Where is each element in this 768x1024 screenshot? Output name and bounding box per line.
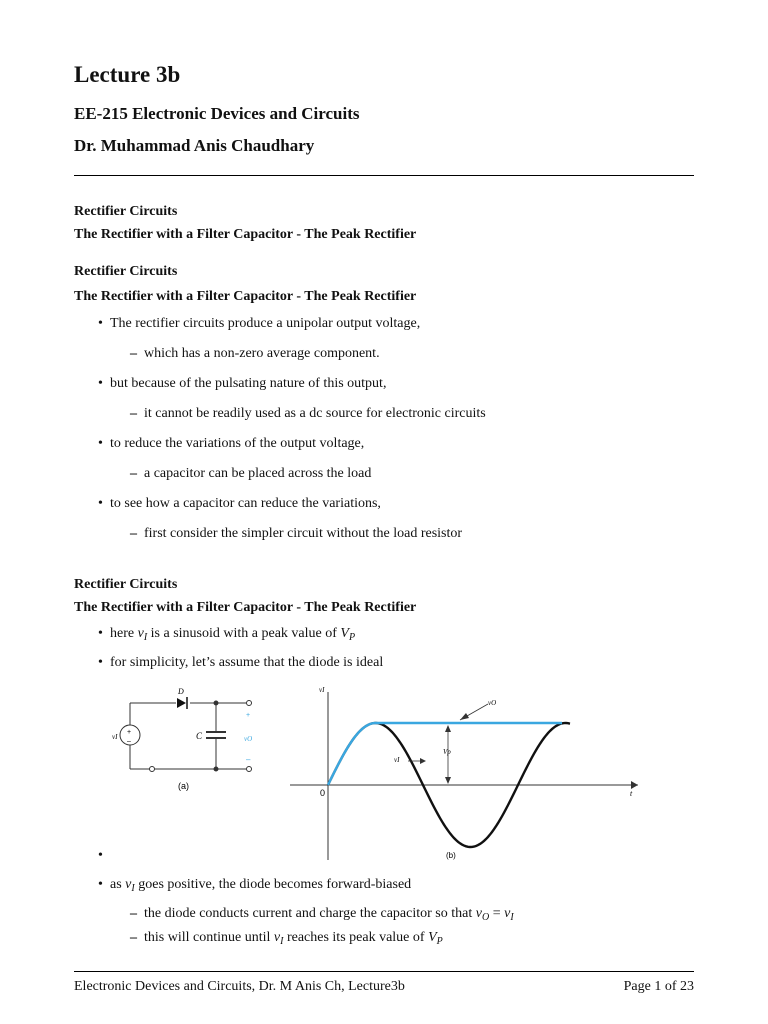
peak-rectifier-figure — [100, 682, 660, 862]
output-plus: + — [246, 712, 251, 719]
bullet-item: • to reduce the variations of the output voltage, — [98, 436, 365, 451]
author-name: Dr. Muhammad Anis Chaudhary — [74, 136, 315, 155]
bullet-item: • here $v_I$ is a sinusoid with a peak value of $V_P$ — [98, 626, 356, 643]
diode-label: D — [178, 687, 184, 696]
y-axis-label: vI — [319, 686, 325, 694]
section-3-subheading: The Rectifier with a Filter Capacitor - The Peak Rectifier — [74, 600, 417, 615]
diode-symbol — [177, 697, 187, 709]
section-1-heading: Rectifier Circuits — [74, 204, 178, 219]
capacitor-label: C — [196, 731, 203, 741]
vo-label: vO — [488, 699, 497, 707]
circuit-diagram — [120, 701, 252, 772]
output-label: vO — [244, 735, 253, 743]
graph-caption: (b) — [446, 851, 456, 860]
header-rule — [74, 175, 694, 176]
sub-bullet-item: – it cannot be readily used as a dc source for electronic circuits — [130, 406, 486, 421]
sub-bullet-item: – this will continue until $v_I$ reaches its peak value of $V_P$ — [130, 930, 443, 947]
bullet-item: • but because of the pulsating nature of this output, — [98, 376, 387, 391]
source-plus: + — [127, 729, 132, 736]
lecture-title: Lecture 3b — [74, 62, 181, 87]
section-2-subheading: The Rectifier with a Filter Capacitor - The Peak Rectifier — [74, 289, 417, 304]
footer-page-number: Page 1 of 23 — [623, 979, 694, 994]
section-2-heading: Rectifier Circuits — [74, 264, 178, 279]
vo-pointer-head — [460, 713, 469, 720]
course-title: EE-215 Electronic Devices and Circuits — [74, 104, 360, 123]
bullet-item: • — [98, 848, 103, 863]
origin-label: 0 — [320, 788, 326, 798]
waveform-graph — [290, 686, 638, 860]
vi-label: vI — [394, 756, 400, 764]
x-axis-label: t — [630, 789, 633, 798]
source-minus: – — [127, 738, 131, 745]
section-3-heading: Rectifier Circuits — [74, 577, 178, 592]
x-axis-arrow — [631, 781, 638, 789]
section-1-subheading: The Rectifier with a Filter Capacitor - The Peak Rectifier — [74, 227, 417, 242]
source-label: vI — [112, 733, 118, 741]
footer-left: Electronic Devices and Circuits, Dr. M Anis Ch, Lecture3b — [74, 979, 405, 994]
bullet-item: • as $v_I$ goes positive, the diode becomes forward-biased — [98, 877, 412, 894]
vp-arrow-down — [445, 777, 451, 784]
sub-bullet-item: – the diode conducts current and charge the capacitor so that $v_O = v_I$ — [130, 906, 514, 923]
sub-bullet-item: – a capacitor can be placed across the load — [130, 466, 372, 481]
sub-bullet-item: – first consider the simpler circuit without the load resistor — [130, 526, 463, 541]
vp-arrow-up — [445, 725, 451, 732]
vp-label: Vp — [443, 748, 451, 756]
footer-rule — [74, 971, 694, 972]
vi-pointer-head — [420, 758, 426, 764]
sub-bullet-item: – which has a non-zero average component. — [130, 346, 380, 361]
circuit-caption: (a) — [178, 781, 189, 791]
bullet-item: • for simplicity, let’s assume that the diode is ideal — [98, 655, 384, 670]
bullet-item: • to see how a capacitor can reduce the variations, — [98, 496, 381, 511]
bullet-item: • The rectifier circuits produce a unipolar output voltage, — [98, 316, 421, 331]
output-minus: – — [246, 755, 251, 764]
